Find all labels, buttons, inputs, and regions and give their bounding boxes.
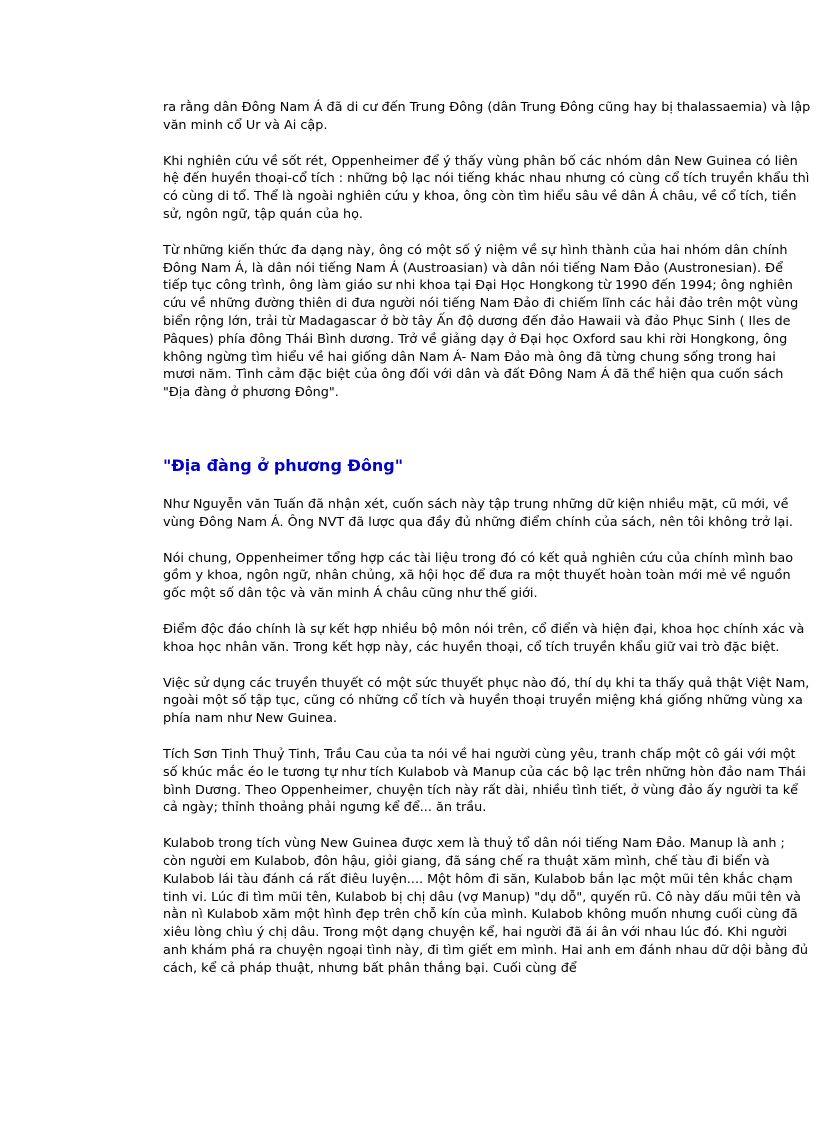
paragraph-synthesis: Nói chung, Oppenheimer tổng hợp các tài liệu trong đó có kết quả nghiên cứu của chính mình bao gồm y khoa, ngôn ngữ, nhân chủng, xã hội học để đưa ra một thuyết hoàn toàn mới mẻ về nguồn gốc một số dân tộc và văn minh Á châu cũng như thế giới. bbox=[163, 550, 794, 602]
paragraph-originality: Điểm độc đáo chính là sự kết hợp nhiều bộ môn nói trên, cổ điển và hiện đại, khoa học chính xác và khoa học nhân văn. Trong kết hợp này, các huyền thoại, cổ tích truyền khẩu giữ vai trò đặc biệt. bbox=[163, 621, 805, 655]
paragraph-nvt-review: Như Nguyễn văn Tuấn đã nhận xét, cuốn sách này tập trung những dữ kiện nhiều mặt, cũ mới, về vùng Đông Nam Á. Ông NVT đã lược qua đầy đủ những điểm chính của sách, nên tôi không trở lại. bbox=[163, 496, 793, 530]
paragraph-kulabob-legend: Kulabob trong tích vùng New Guinea được xem là thuỷ tổ dân nói tiếng Nam Đảo. Manup là anh ; còn người em Kulabob, đôn hậu, giỏi giang, đã sáng chế ra thuật xăm mình, chế tàu đi biển và Kulabob lái tàu đánh cá rất điêu luyện.... Một hôm đi săn, Kulabob bắn lạc một mũi tên khắc chạm tinh vi. Lúc đi tìm mũi tên, Kulabob bị chị dâu (vợ Manup) "dụ dỗ", quyến rũ. Cô này dấu mũi tên và nằn nì Kulabob xăm một hình đẹp trên chỗ kín của mình. Kulabob không muốn nhưng cuối cùng đã xiêu lòng chìu ý chị dâu. Trong một dạng chuyện kể, hai người đã ái ân với nhau lúc đó. Khi người anh khám phá ra chuyện ngoại tình này, đi tìm giết em mình. Hai anh em đánh nhau dữ dội bằng đủ cách, kể cả pháp thuật, nhưng bất phân thắng bại. Cuối cùng để bbox=[163, 836, 809, 976]
paragraph-malaria-research: Khi nghiên cứu về sốt rét, Oppenheimer để ý thấy vùng phân bố các nhóm dân New Guinea có liên hệ đến huyền thoại-cổ tích : những bộ lạc nói tiếng khác nhau nhưng có cùng cổ tích truyền khẩu thì có cùng di tổ. Thể là ngoài nghiên cứu y khoa, ông còn tìm hiểu sâu về dân Á châu, về cổ tích, tiền sử, ngôn ngữ, tập quán của họ. bbox=[163, 153, 810, 222]
paragraph-migration: ra rằng dân Đông Nam Á đã di cư đến Trung Đông (dân Trung Đông cũng hay bị thalassaemia) và lập văn minh cổ Ur và Ai cập. bbox=[163, 100, 811, 133]
paragraph-legends-persuasion: Việc sử dụng các truyền thuyết có một sức thuyết phục nào đó, thí dụ khi ta thấy quả thật Việt Nam, ngoài một số tập tục, cũng có những cổ tích và huyền thoại truyền miệng khá giống những vùng xa phía nam như New Guinea. bbox=[163, 675, 810, 727]
paragraph-son-tinh-thuy-tinh: Tích Sơn Tinh Thuỷ Tinh, Trầu Cau của ta nói về hai người cùng yêu, tranh chấp một cô gái với một số khúc mắc éo le tương tự như tích Kulabob và Manup của các bộ lạc trên những hòn đảo nam Thái bình Dương. Theo Oppenheimer, chuyện tích này rất dài, nhiều tình tiết, ở vùng đảo ấy người ta kể cả ngày; thỉnh thoảng phải ngưng kể để... ăn trầu. bbox=[163, 746, 806, 816]
document-page bbox=[163, 99, 811, 977]
paragraph-southeast-asia-groups: Từ những kiến thức đa dạng này, ông có một số ý niệm về sự hình thành của hai nhóm dân chính Đông Nam Á, là dân nói tiếng Nam Á (Austroasian) và dân nói tiếng Nam Đảo (Austronesian). Để tiếp tục công trình, ông làm giáo sư nhi khoa tại Đại Học Hongkong từ 1990 đến 1994; ông nghiên cứu về những đường thiên di đưa người nói tiếng Nam Đảo đi chiếm lĩnh các hải đảo trên một vùng biển rộng lớn, trải từ Madagascar ở bờ tây Ấn độ dương đến đảo Hawaii và đảo Phục Sinh ( Iles de Pâques) phía đông Thái Bình dương. Trở về giảng dạy ở Đại học Oxford sau khi rời Hongkong, ông không ngừng tìm hiểu về hai giống dân Nam Á- Nam Đảo mà ông đã từng chung sống trong hai mươi năm. Tình cảm đặc biệt của ông đối với dân và đất Đông Nam Á đã thể hiện qua cuốn sách "Địa đàng ở phương Đông". bbox=[163, 242, 799, 401]
section-heading: "Địa đàng ở phương Đông" bbox=[163, 455, 404, 475]
